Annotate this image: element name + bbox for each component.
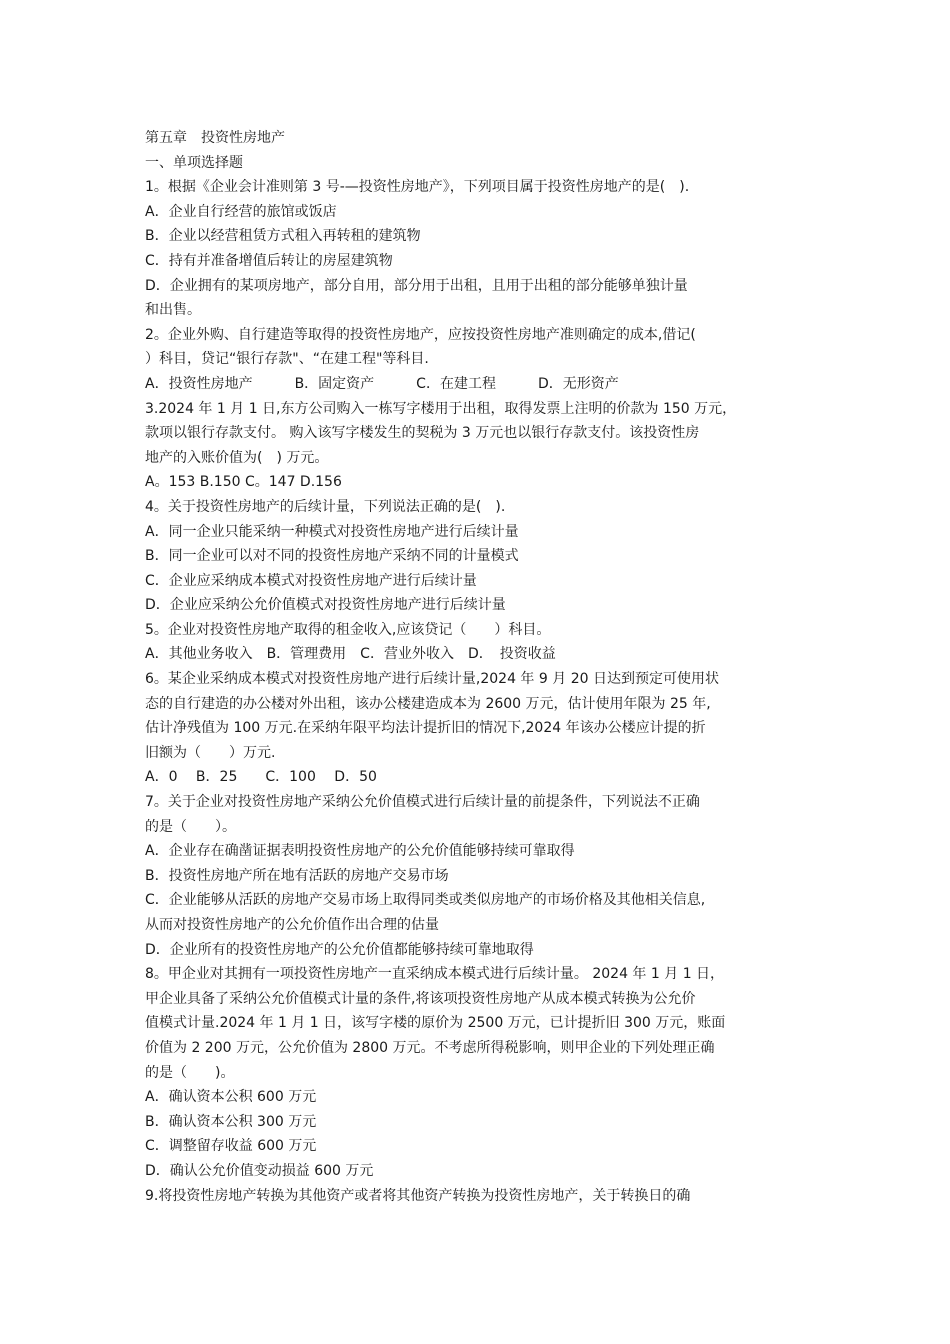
question-2-cont: ）科目，贷记“银行存款"、“在建工程"等科目. bbox=[145, 351, 429, 368]
question-1-option-b: B．企业以经营租赁方式租入再转租的建筑物 bbox=[145, 228, 421, 245]
question-6-cont-3: 旧额为（ ）万元. bbox=[145, 744, 276, 761]
question-6-cont: 态的自行建造的办公楼对外出租，该办公楼建造成本为 2600 万元，估计使用年限为 25 年, bbox=[145, 695, 711, 712]
question-8-cont-4: 的是（ )。 bbox=[145, 1064, 235, 1081]
question-8-option-a: A．确认资本公积 600 万元 bbox=[145, 1089, 317, 1106]
question-8-option-b: B．确认资本公积 300 万元 bbox=[145, 1113, 317, 1130]
question-4-option-b: B．同一企业可以对不同的投资性房地产采纳不同的计量模式 bbox=[145, 548, 519, 565]
question-3-cont: 款项以银行存款支付。 购入该写字楼发生的契税为 3 万元也以银行存款支付。该投资性房 bbox=[145, 425, 700, 442]
question-1: 1。根据《企业会计准则第 3 号-—投资性房地产》，下列项目属于投资性房地产的是( ). bbox=[145, 179, 690, 196]
question-5: 5。企业对投资性房地产取得的租金收入,应该贷记（ ）科目。 bbox=[145, 621, 551, 638]
section-heading: 一、单项选择题 bbox=[145, 154, 243, 171]
question-7-option-b: B．投资性房地产所在地有活跃的房地产交易市场 bbox=[145, 867, 449, 884]
question-8-cont-3: 价值为 2 200 万元，公允价值为 2800 万元。不考虑所得税影响，则甲企业的下列处理正确 bbox=[145, 1039, 715, 1056]
question-4-option-d: D．企业应采纳公允价值模式对投资性房地产进行后续计量 bbox=[145, 597, 506, 614]
question-7: 7。关于企业对投资性房地产采纳公允价值模式进行后续计量的前提条件，下列说法不正确 bbox=[145, 794, 700, 811]
question-2: 2。企业外购、自行建造等取得的投资性房地产，应按投资性房地产准则确定的成本,借记( bbox=[145, 326, 696, 343]
question-9: 9.将投资性房地产转换为其他资产或者将其他资产转换为投资性房地产，关于转换日的确 bbox=[145, 1187, 691, 1204]
question-6-options: A．0 B．25 C．100 D．50 bbox=[145, 769, 377, 786]
question-7-option-c-cont: 从而对投资性房地产的公允价值作出合理的估量 bbox=[145, 917, 439, 933]
question-6: 6。某企业采纳成本模式对投资性房地产进行后续计量,2024 年 9 月 20 日达到预定可使用状 bbox=[145, 671, 719, 688]
question-1-option-c: C．持有并准备增值后转让的房屋建筑物 bbox=[145, 252, 393, 269]
question-7-option-d: D．企业所有的投资性房地产的公允价值都能够持续可靠地取得 bbox=[145, 941, 534, 958]
question-8-option-c: C．调整留存收益 600 万元 bbox=[145, 1138, 317, 1155]
question-4-option-c: C．企业应采纳成本模式对投资性房地产进行后续计量 bbox=[145, 572, 477, 589]
question-4-option-a: A．同一企业只能采纳一种模式对投资性房地产进行后续计量 bbox=[145, 523, 519, 540]
question-7-cont: 的是（ ）。 bbox=[145, 818, 236, 835]
question-1-option-d: D．企业拥有的某项房地产，部分自用，部分用于出租，且用于出租的部分能够单独计量 bbox=[145, 277, 688, 294]
question-7-option-a: A．企业存在确凿证据表明投资性房地产的公允价值能够持续可靠取得 bbox=[145, 843, 575, 860]
question-3: 3.2024 年 1 月 1 日,东方公司购入一栋写字楼用于出租，取得发票上注明的价款为 150 万元， bbox=[145, 400, 737, 417]
question-7-option-c: C．企业能够从活跃的房地产交易市场上取得同类或类似房地产的市场价格及其他相关信息, bbox=[145, 892, 706, 909]
question-8: 8。甲企业对其拥有一项投资性房地产一直采纳成本模式进行后续计量。 2024 年 1 月 1 日， bbox=[145, 966, 725, 983]
question-6-cont-2: 估计净残值为 100 万元.在采纳年限平均法计提折旧的情况下,2024 年该办公楼应计提的折 bbox=[145, 720, 706, 737]
question-1-option-d-cont: 和出售。 bbox=[145, 302, 201, 319]
question-2-options: A．投资性房地产 B．固定资产 C．在建工程 D．无形资产 bbox=[145, 375, 619, 392]
document-body bbox=[145, 126, 810, 1208]
question-5-options: A．其他业务收入 B．管理费用 C．营业外收入 D． 投资收益 bbox=[145, 646, 556, 663]
question-8-option-d: D．确认公允价值变动损益 600 万元 bbox=[145, 1162, 374, 1179]
question-8-cont-2: 值模式计量.2024 年 1 月 1 日，该写字楼的原价为 2500 万元，已计提折旧 300 万元，账面 bbox=[145, 1015, 726, 1032]
question-3-options: A。153 B.150 C。147 D.156 bbox=[145, 474, 342, 491]
question-8-cont: 甲企业具备了采纳公允价值模式计量的条件,将该项投资性房地产从成本模式转换为公允价 bbox=[145, 990, 696, 1007]
question-3-cont-2: 地产的入账价值为( ) 万元。 bbox=[145, 449, 329, 466]
chapter-title: 第五章 投资性房地产 bbox=[145, 130, 285, 146]
question-1-option-a: A．企业自行经营的旅馆或饭店 bbox=[145, 203, 337, 220]
question-4: 4。关于投资性房地产的后续计量，下列说法正确的是( ). bbox=[145, 498, 506, 515]
